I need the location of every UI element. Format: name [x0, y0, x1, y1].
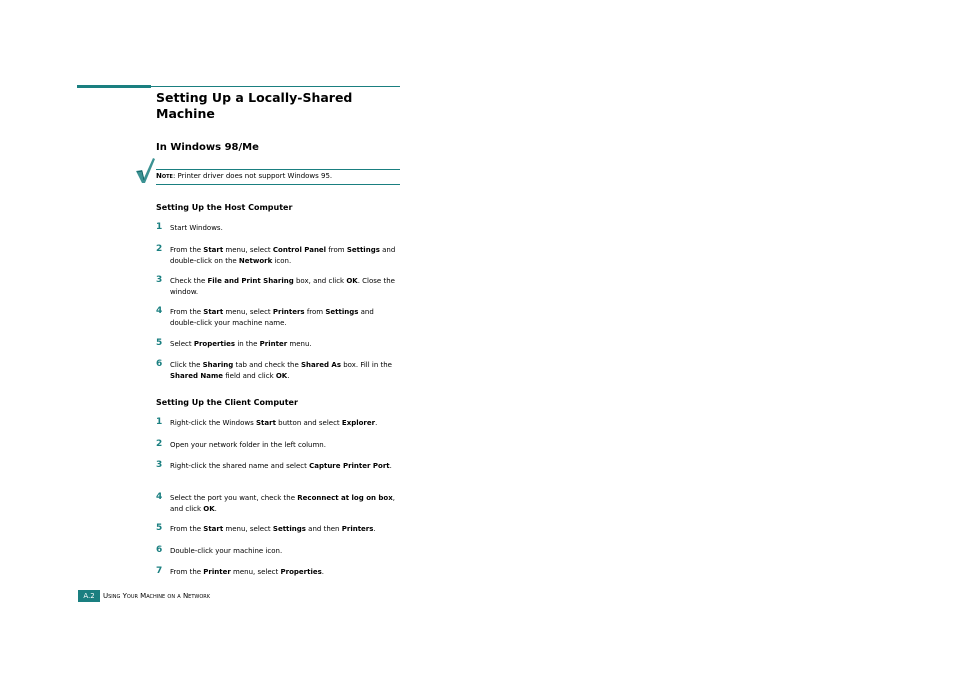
step-text-plain: icon. [272, 256, 292, 265]
step-text-plain: , and click [170, 494, 395, 513]
step-text-bold: OK [346, 277, 358, 285]
step-text-plain: . [214, 504, 217, 513]
step-number: 1 [156, 417, 163, 427]
step-text-plain: and double-click on the [170, 246, 396, 265]
step-text-plain: Double-click your machine icon. [170, 547, 283, 555]
step-text-plain: Select [170, 340, 194, 348]
step-number: 2 [156, 439, 163, 449]
note-rule-bottom [156, 184, 400, 185]
client-heading: Setting Up the Client Computer [156, 398, 298, 407]
step-text-bold: OK [275, 371, 288, 380]
step-text-bold: Start [203, 308, 224, 316]
header-rule-thin [151, 86, 400, 87]
step-text-plain: From the [170, 568, 204, 576]
step-text-plain: field and click [223, 371, 276, 380]
step-text [170, 339, 400, 350]
host-heading: Setting Up the Host Computer [156, 203, 293, 212]
step-text-plain: menu, select [223, 308, 273, 316]
step-text-plain: menu. [287, 340, 312, 348]
step-text-plain: . [375, 419, 378, 427]
step-text [170, 546, 400, 557]
step-text-plain: menu, select [223, 525, 273, 533]
page-title: Setting Up a Locally-Shared Machine [156, 90, 353, 121]
step-text [170, 524, 400, 535]
note-body: : Printer driver does not support Windows 95. [172, 172, 333, 180]
step-text-plain: Start Windows. [170, 224, 223, 232]
step-text-plain: . [321, 568, 324, 576]
step-text-plain: . [287, 371, 290, 380]
step-text [170, 276, 400, 297]
step-text-bold: Explorer [341, 419, 376, 427]
step-text-bold: Printers [272, 308, 305, 316]
step-text-plain: menu, select [230, 568, 281, 576]
step-text-bold: Sharing [202, 361, 234, 369]
step-text-plain: tab and check the [233, 361, 301, 369]
step-number: 7 [156, 566, 163, 576]
step-number: 4 [156, 306, 163, 316]
step-text-plain: Select the port you want, check the [170, 494, 298, 502]
step-text-bold: Shared Name [170, 371, 224, 380]
step-text-bold: File and Print Sharing [207, 277, 294, 285]
step-text-bold: Printers [341, 525, 374, 533]
header-rule-thick [77, 85, 151, 88]
page-number-badge: A.2 [78, 590, 100, 602]
step-text-plain: box. Fill in the [340, 361, 392, 369]
step-number: 5 [156, 523, 163, 533]
step-text-bold: Properties [193, 340, 236, 348]
step-text-plain: From the [170, 525, 204, 533]
step-text-plain: and double-click your machine name. [170, 308, 374, 327]
step-text-plain: box, and click [293, 277, 347, 285]
step-text [170, 567, 400, 578]
step-text-bold: Printer [259, 340, 288, 348]
note-rule-top [156, 169, 400, 170]
step-number: 3 [156, 460, 163, 470]
step-number: 2 [156, 244, 163, 254]
step-text-plain: From the [170, 246, 204, 254]
note-label: Note [156, 172, 173, 180]
step-text [170, 307, 400, 328]
step-text [170, 461, 400, 472]
step-text-plain: Open your network folder in the left column. [170, 441, 326, 449]
step-text-bold: Capture Printer Port [309, 462, 390, 470]
step-text-plain: from [326, 246, 347, 254]
step-text-bold: OK [203, 504, 215, 513]
step-text-plain: in the [235, 340, 260, 348]
step-text-bold: Properties [280, 568, 322, 576]
step-text-bold: Control Panel [272, 246, 327, 254]
step-text [170, 360, 400, 381]
step-text-plain: and then [305, 525, 342, 533]
step-text [170, 223, 400, 234]
step-text-plain: button and select [275, 419, 342, 427]
step-text-bold: Network [238, 256, 273, 265]
step-number: 5 [156, 338, 163, 348]
step-text-plain: . [373, 525, 376, 533]
footer-section-title: Using Your Machine on a Network [103, 592, 211, 600]
step-text-plain: . [389, 462, 392, 470]
step-text-plain: Right-click the shared name and select [170, 462, 310, 470]
step-text-bold: box [375, 494, 393, 502]
step-text [170, 245, 400, 266]
step-text-plain: Check the [170, 277, 208, 285]
step-text-bold: Start [203, 525, 224, 533]
step-text-bold: Settings [272, 525, 306, 533]
step-number: 1 [156, 222, 163, 232]
section-subtitle: In Windows 98/Me [156, 142, 259, 153]
step-text-plain: from [304, 308, 326, 316]
step-text-bold: Start [203, 246, 224, 254]
step-text-bold: Start [256, 419, 276, 427]
step-text-bold: Shared As [301, 361, 341, 369]
step-text [170, 418, 400, 429]
step-text-plain: Right-click the Windows [170, 419, 257, 427]
step-number: 6 [156, 359, 163, 369]
step-text-bold: Reconnect at log on [297, 494, 376, 502]
step-number: 3 [156, 275, 163, 285]
checkmark-note-icon [134, 156, 158, 186]
step-text-plain: Click the [170, 361, 203, 369]
step-number: 4 [156, 492, 163, 502]
step-text-plain: . Close the window. [170, 277, 395, 296]
step-text-bold: Settings [346, 246, 380, 254]
step-text [170, 493, 400, 514]
step-number: 6 [156, 545, 163, 555]
step-text-plain: From the [170, 308, 204, 316]
note-text [156, 171, 332, 181]
step-text-bold: Settings [325, 308, 359, 316]
step-text [170, 440, 400, 451]
step-text-plain: menu, select [223, 246, 273, 254]
step-text-bold: Printer [203, 568, 231, 576]
